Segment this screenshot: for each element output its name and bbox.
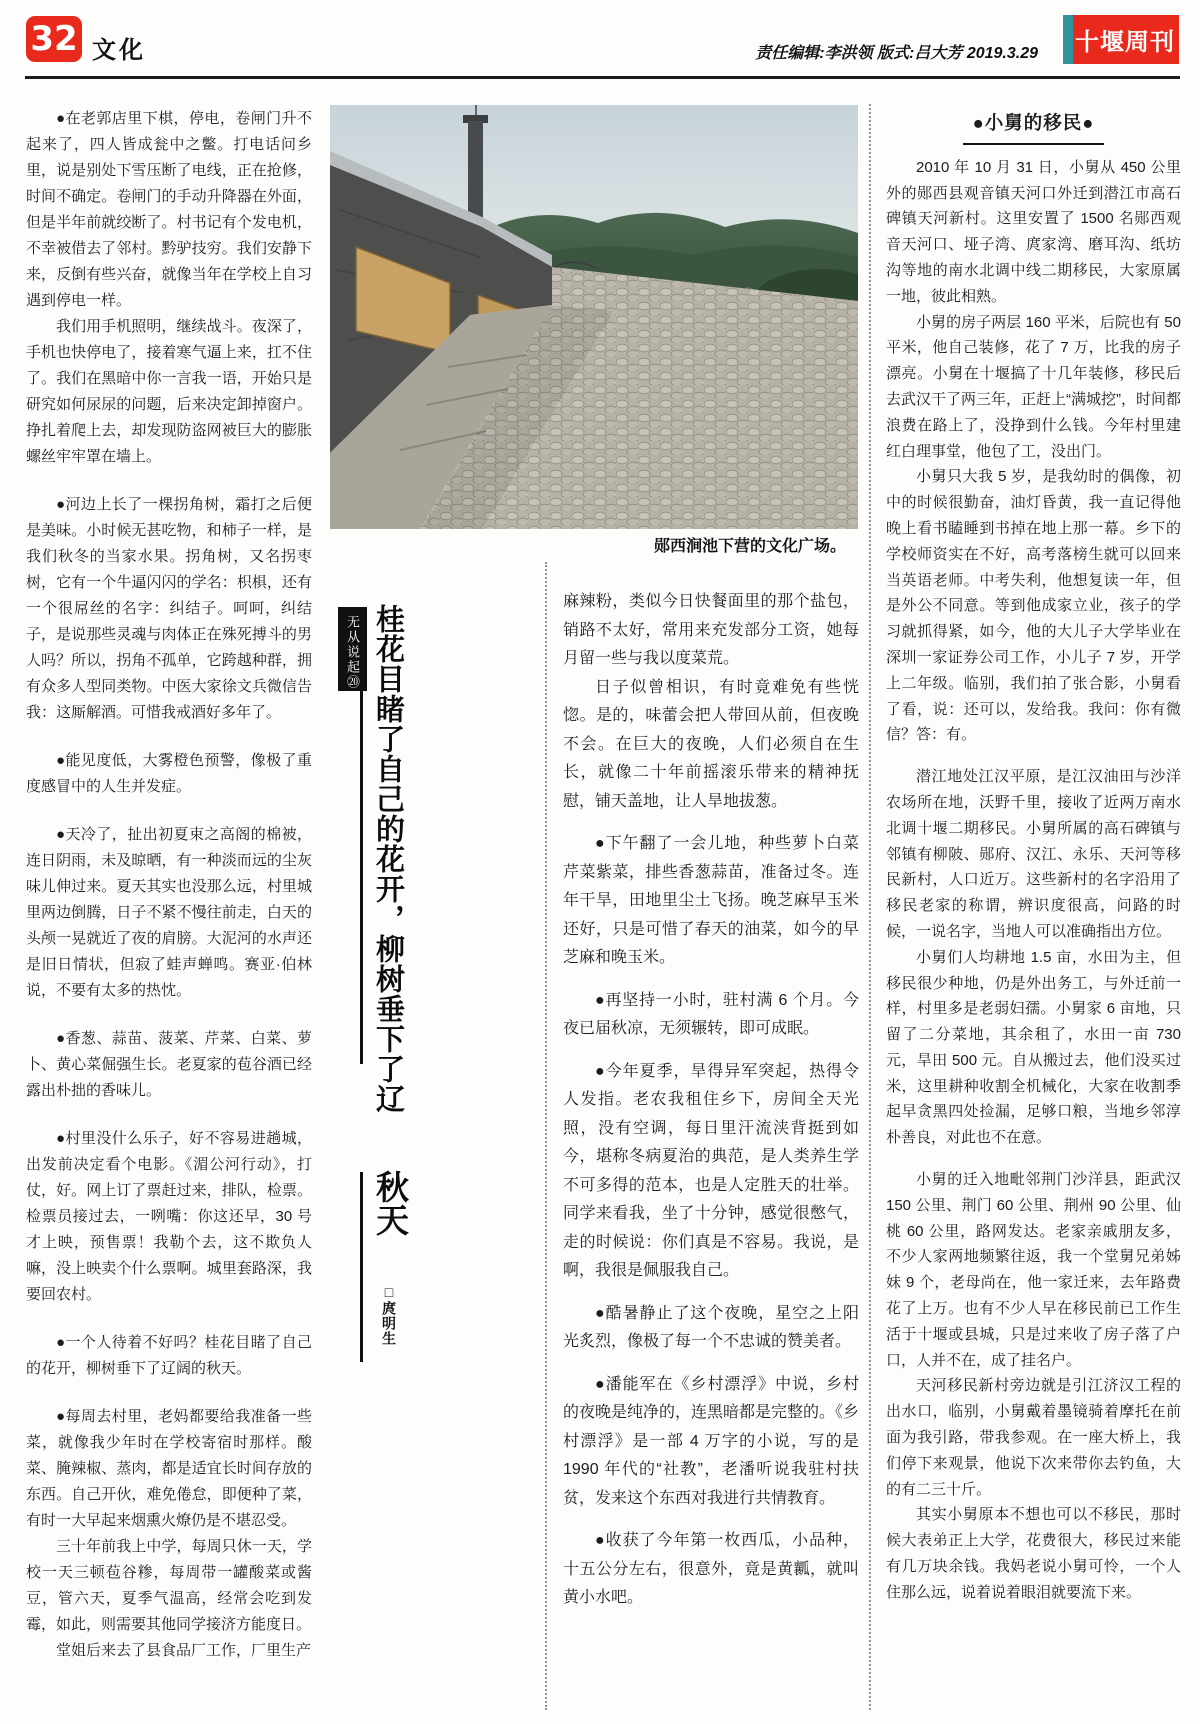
paragraph: ●一个人待着不好吗？桂花目睹了自己的花开，柳树垂下了辽阔的秋天。	[26, 1334, 312, 1377]
paragraph: ●香葱、蒜苗、菠菜、芹菜、白菜、萝卜、黄心菜倔强生长。老夏家的苞谷酒已经露出朴拙的香味儿。	[26, 1030, 312, 1099]
photo-caption: 郧西涧池下营的文化广场。	[653, 538, 846, 555]
paragraph: 2010 年 10 月 31 日，小舅从 450 公里外的郧西县观音镇天河口外迁到潜江市高石碑镇天河新村。这里安置了 1500 名郧西观音天河口、垭子湾、庹家湾、磨耳沟、纸坊沟等地的南水北调中线二期移民，大家原属一地，彼此相熟。	[886, 158, 1181, 305]
paragraph: 三十年前我上中学，每周只休一天，学校一天三顿苞谷糁，每周带一罐酸菜或酱豆，管六天，夏季气温高，经常会吃到发霉，如此，则需要其他同学接济方能度日。	[26, 1538, 312, 1633]
paragraph: ●今年夏季，旱得异军突起，热得令人发指。老农我租住乡下，房间全天光照，没有空调，每日里汗流浃背挺到如今，堪称冬病夏治的典范，是人类养生学不可多得的范本，也是人定胜天的壮举。同学来看我，坐了十分钟，感觉很憋气，走的时候说：你们真是不容易。我说，是啊，我很是佩服我自己。	[563, 1062, 859, 1279]
paragraph: 小舅的房子两层 160 平米，后院也有 50 平米，他自己装修，花了 7 万，比我的房子漂亮。小舅在十堰搞了十几年装修，移民后去武汉干了两三年，正赶上“满城挖”，时间都浪费在路上了，没挣到什么钱。今年村里建红白理事堂，他包了工，没出门。	[886, 313, 1181, 460]
paragraph: ●收获了今年第一枚西瓜，小品种，十五公分左右，很意外，竟是黄瓤，就叫黄小水吧。	[563, 1532, 859, 1606]
section-label: 文化	[92, 37, 146, 64]
paragraph: ●在老郭店里下棋，停电，卷闸门升不起来了，四人皆成瓮中之鳖。打电话问乡里，说是别处下雪压断了电线，正在抢修，时间不确定。卷闸门的手动升降器在外面，但是半年前就绞断了。村书记有个发电机，不幸被借去了邻村。黔驴技穷。我们安静下来，反倒有些兴奋，就像当年在学校上自习遇到停电一样。	[26, 110, 312, 309]
column-divider-dotted-right	[869, 104, 871, 1710]
paragraph: 麻辣粉，类似今日快餐面里的那个盐包，销路不太好，常用来充发部分工资，她每月留一些与我以度菜荒。	[563, 593, 859, 667]
paragraph: ●再坚持一小时，驻村满 6 个月。今夜已届秋凉，无须辗转，即可成眠。	[563, 991, 859, 1037]
paragraph: 小舅只大我 5 岁，是我幼时的偶像，初中的时候很勤奋，油灯昏黄，我一直记得他晚上看书瞌睡到书掉在地上那一幕。乡下的学校师资实在不好，高考落榜生就可以回来当英语老师。中考失利，他想复读一年，但是外公不同意。等到他成家立业，孩子的学习就抓得紧，如今，他的大儿子大学毕业在深圳一家证券公司工作，小儿子 7 岁，开学上二年级。临别，我们拍了张合影，小舅看了看，说：还可以，发给我。我问：你有微信？答：有。	[886, 468, 1181, 744]
kicker-box: 无从说起⑳	[338, 607, 367, 691]
paragraph: ●潘能军在《乡村漂浮》中说，乡村的夜晚是纯净的，连黑暗都是完整的。《乡村漂浮》是一部 4 万字的小说，写的是 1990 年代的“社教”，老潘听说我驻村扶贫，发来这个东西对我进行共情教育。	[563, 1375, 859, 1507]
paragraph: 潜江地处江汉平原，是江汉油田与沙洋农场所在地，沃野千里，接收了近两万南水北调十堰二期移民。小舅所属的高石碑镇与邻镇有柳陂、郧府、汉江、永乐、天河等移民新村，人口近万。这些新村的名字沿用了移民老家的称谓，辨识度很高，问路的时候，一说名字，当地人可以准确指出方位。	[886, 768, 1181, 940]
masthead	[1063, 15, 1179, 64]
editor-credit: 责任编辑:李洪领 版式:吕大芳 2019.3.29	[755, 45, 1038, 62]
paragraph: ●天冷了，扯出初夏束之高阁的棉被，连日阴雨，未及晾晒，有一种淡而远的尘灰味儿伸过来。夏天其实也没那么远，村里城里两边倒腾，日子不紧不慢往前走，白天的头颅一晃就近了夜的肩膀。大泥河的水声还是旧日情状，但寂了蛙声蝉鸣。赛亚·伯林说，不要有太多的热忱。	[26, 826, 312, 999]
paragraph: ●下午翻了一会儿地，种些萝卜白菜芹菜紫菜，排些香葱蒜苗，准备过冬。连年干旱，田地里尘土飞扬。晚芝麻早玉米还好，只是可惜了春天的油菜，如今的早芝麻和晚玉米。	[563, 835, 859, 966]
paragraph: ●能见度低，大雾橙色预警，像极了重度感冒中的人生并发症。	[26, 752, 312, 795]
header-rule	[25, 76, 1180, 79]
masthead-title: 十堰周刊	[1075, 27, 1175, 56]
right-column-title: ●小舅的移民●	[886, 110, 1181, 145]
paragraph: 小舅的迁入地毗邻荆门沙洋县，距武汉 150 公里、荆门 60 公里、荆州 90 公里、仙桃 60 公里，路网发达。老家亲戚朋友多，不少人家两地频繁往返，我一个堂舅兄弟姊妹 9 个，老母尚在，他一家迁来，去年路费花了上万。也有不少人早在移民前已工作生活于十堰或县城，只是过来收了房子落了户口，人并不在，成了挂名户。	[886, 1171, 1181, 1369]
column-divider-dotted-left	[545, 562, 547, 1710]
author-byline: □庹明生	[381, 1284, 397, 1346]
paragraph: 堂姐后来去了县食品厂工作，厂里生产	[56, 1642, 312, 1659]
headline-rule-lower	[360, 1172, 363, 1362]
headline-vertical-line2: 秋天	[371, 1170, 410, 1236]
paragraph: ●每周去村里，老妈都要给我准备一些菜，就像我少年时在学校寄宿时那样。酸菜、腌辣椒、蒸肉，都是适宜长时间存放的东西。自己开伙，难免倦怠，即便种了菜，有时一大早起来烟熏火燎仍是不堪忍受。	[26, 1408, 312, 1529]
paragraph: ●酷暑静止了这个夜晚，星空之上阳光炙烈，像极了每一个不忠诚的赞美者。	[563, 1304, 859, 1350]
headline-rule-upper	[360, 684, 363, 1064]
paragraph: 我们用手机照明，继续战斗。夜深了，手机也快停电了，接着寒气逼上来，扛不住了。我们在黑暗中你一言我一语，开始只是研究如何尿尿的问题，后来决定卸掉窗户。挣扎着爬上去，却发现防盗网被巨大的膨胀螺丝牢牢罩在墙上。	[26, 318, 312, 465]
paragraph: 其实小舅原本不想也可以不移民，那时候大表弟正上大学，花费很大，移民过来能有几万块余钱。我妈老说小舅可怜，一个人住那么远，说着说着眼泪就要流下来。	[886, 1506, 1181, 1601]
paragraph: ●村里没什么乐子，好不容易进趟城，出发前决定看个电影。《湄公河行动》，打仗，好。网上订了票赶过来，排队，检票。检票员接过去，一咧嘴：你这还早，30 号才上映，预售票！我勒个去，这不欺负人嘛，没上映卖个什么票啊。城里套路深，我要回农村。	[26, 1130, 312, 1303]
headline-vertical-line1: 桂花目睹了自己的花开，柳树垂下了辽	[372, 604, 406, 1114]
left-column	[26, 106, 312, 1710]
photo-illustration	[330, 105, 858, 529]
page-number-badge: 32	[26, 16, 82, 62]
main-photo	[330, 105, 858, 529]
paragraph: ●河边上长了一棵拐角树，霜打之后便是美味。小时候无甚吃物，和柿子一样，是我们秋冬的当家水果。拐角树，又名拐枣树，它有一个牛逼闪闪的学名：枳椇，还有一个很屌丝的名字：纠结子。呵呵，纠结子，是说那些灵魂与肉体正在殊死搏斗的男人吗？所以，拐角不孤单，它跨越种群，拥有众多人型同类物。中医大家徐文兵微信告我：这厮解酒。可惜我戒酒好多年了。	[26, 496, 312, 721]
middle-column	[563, 588, 859, 1714]
paragraph: 天河移民新村旁边就是引江济汉工程的出水口，临别，小舅戴着墨镜骑着摩托在前面为我引路，带我参观。在一座大桥上，我们停下来观景，他说下次来带你去钓鱼，大的有二三十斤。	[886, 1377, 1181, 1498]
right-column	[886, 110, 1181, 1714]
paragraph: 小舅们人均耕地 1.5 亩，水田为主，但移民很少种地，仍是外出务工，与外迁前一样，村里多是老弱妇孺。小舅家 6 亩地，只留了二分菜地，其余租了，水田一亩 730 元，旱田 500 元。自从搬过去，他们没买过米，这里耕种收割全机械化，大家在收割季起早贪黑四处捡漏，足够口粮，当地乡邻淳朴善良，对此也不在意。	[886, 948, 1181, 1147]
paragraph: 日子似曾相识，有时竟难免有些恍惚。是的，味蕾会把人带回从前，但夜晚不会。在巨大的夜晚，人们必须自在生长，就像二十年前摇滚乐带来的精神抚慰，铺天盖地，让人旱地拔葱。	[563, 678, 859, 810]
